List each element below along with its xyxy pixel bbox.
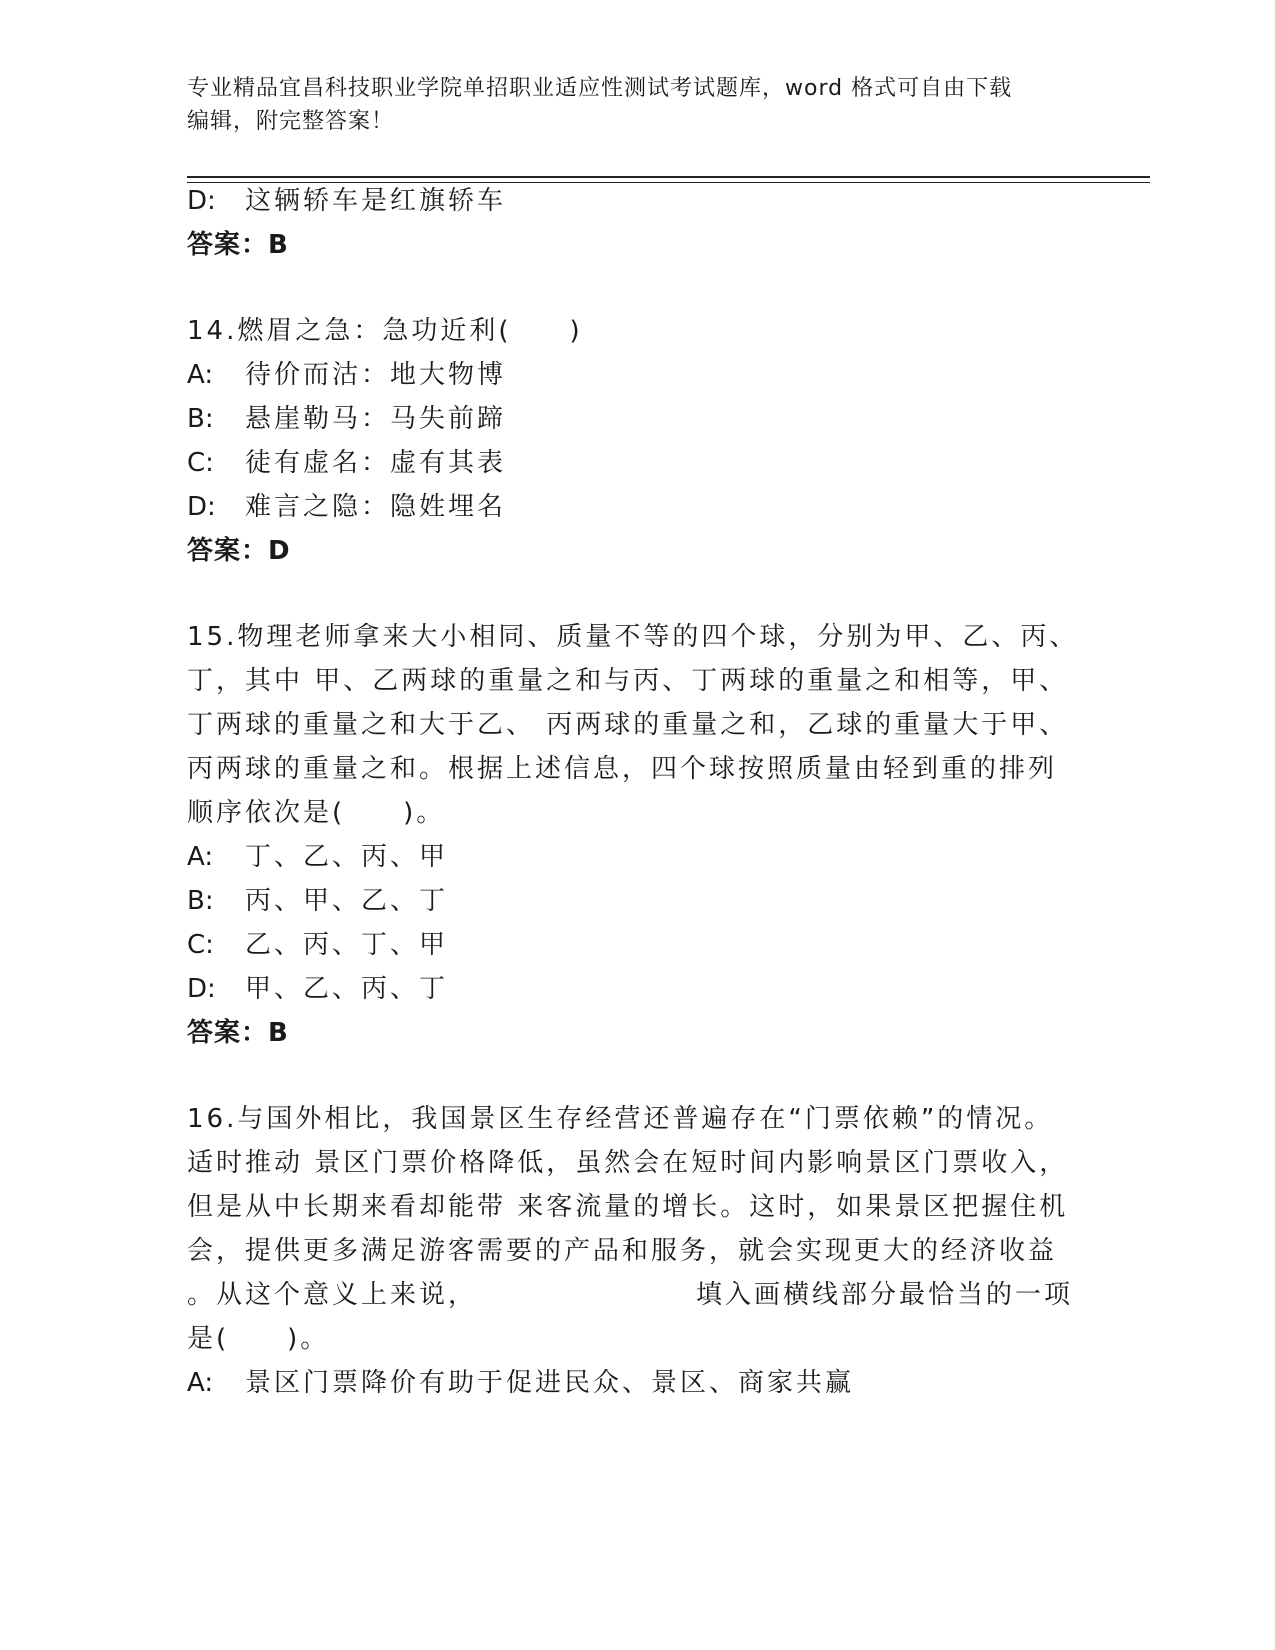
- q15-answer: 答案：B: [187, 1018, 289, 1048]
- option-text: 这辆轿车是红旗轿车: [245, 186, 507, 216]
- q14-option-b: [187, 402, 506, 436]
- q15-option-d: [187, 972, 448, 1006]
- option-label: C:: [187, 448, 214, 478]
- option-text: 徒有虚名：虚有其表: [245, 448, 507, 478]
- q14-option-d: [187, 490, 506, 524]
- q15-option-c: [187, 928, 448, 962]
- header-line-2: 编辑，附完整答案！: [187, 109, 395, 134]
- option-text: 甲、乙、丙、丁: [245, 974, 449, 1004]
- option-label: A:: [187, 360, 214, 390]
- q15-stem-line-1: 15.物理老师拿来大小相同、质量不等的四个球，分别为甲、乙、丙、: [187, 622, 1079, 652]
- option-label: B:: [187, 404, 214, 434]
- option-text: 乙、丙、丁、甲: [245, 930, 449, 960]
- option-label: B:: [187, 886, 214, 916]
- q16-stem-line-3: 但是从中长期来看却能带 来客流量的增长。这时，如果景区把握住机: [187, 1192, 1069, 1222]
- q15-option-a: [187, 840, 448, 874]
- q14-option-a: [187, 358, 506, 392]
- option-text: 待价而沽：地大物博: [245, 360, 507, 390]
- option-text: 丙、甲、乙、丁: [245, 886, 449, 916]
- q15-stem-line-5: 顺序依次是( )。: [187, 798, 446, 828]
- q16-stem-line-4: 会，提供更多满足游客需要的产品和服务，就会实现更大的经济收益: [187, 1236, 1058, 1266]
- option-text: 悬崖勒马：马失前蹄: [245, 404, 507, 434]
- page-header: [187, 72, 1067, 138]
- q15-stem-line-3: 丁两球的重量之和大于乙、 丙两球的重量之和，乙球的重量大于甲、: [187, 710, 1069, 740]
- q15-stem-line-2: 丁，其中 甲、乙两球的重量之和与丙、丁两球的重量之和相等，甲、: [187, 666, 1069, 696]
- header-rule-thick: [187, 176, 1150, 178]
- option-text: 难言之隐：隐姓埋名: [245, 492, 507, 522]
- q13-option-d: [187, 184, 506, 218]
- q16-stem-line-5: 。从这个意义上来说， 填入画横线部分最恰当的一项: [187, 1280, 1074, 1310]
- option-label: D:: [187, 492, 216, 522]
- q14-option-c: [187, 446, 506, 480]
- option-label: A:: [187, 1368, 214, 1398]
- q14-stem: 14.燃眉之急：急功近利( ): [187, 316, 583, 346]
- q16-stem-line-1: 16.与国外相比，我国景区生存经营还普遍存在“门票依赖”的情况。: [187, 1104, 1054, 1134]
- q13-answer: 答案：B: [187, 230, 289, 260]
- q16-option-a: [187, 1366, 854, 1400]
- q15-option-b: [187, 884, 448, 918]
- q15-stem-line-4: 丙两球的重量之和。根据上述信息，四个球按照质量由轻到重的排列: [187, 754, 1058, 784]
- q14-answer: 答案：D: [187, 536, 291, 566]
- option-text: 景区门票降价有助于促进民众、景区、商家共赢: [245, 1368, 855, 1398]
- q16-stem-line-6: 是( )。: [187, 1324, 330, 1354]
- option-text: 丁、乙、丙、甲: [245, 842, 449, 872]
- option-label: C:: [187, 930, 214, 960]
- header-rule-thin: [187, 182, 1150, 183]
- header-line-1: 专业精品宜昌科技职业学院单招职业适应性测试考试题库，word 格式可自由下载: [187, 76, 1013, 101]
- option-label: D:: [187, 186, 216, 216]
- option-label: A:: [187, 842, 214, 872]
- option-label: D:: [187, 974, 216, 1004]
- q16-stem-line-2: 适时推动 景区门票价格降低，虽然会在短时间内影响景区门票收入，: [187, 1148, 1069, 1178]
